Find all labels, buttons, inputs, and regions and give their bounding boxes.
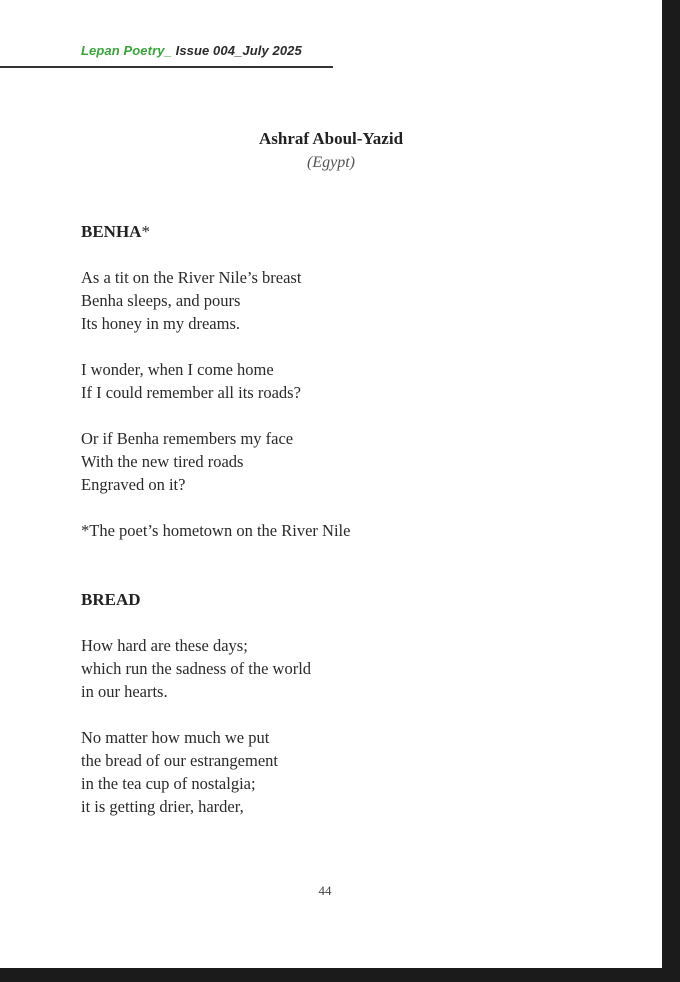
issue-info: Issue 004_July 2025 bbox=[171, 43, 302, 58]
stanza-3 bbox=[81, 427, 293, 496]
stanza-1 bbox=[81, 266, 301, 335]
poem-line: Its honey in my dreams. bbox=[81, 314, 241, 333]
page-number: 44 bbox=[318, 883, 332, 898]
journal-name: Lepan Poetry_ bbox=[81, 43, 172, 58]
author-name: Ashraf Aboul-Yazid bbox=[258, 129, 404, 148]
poem-title-text: BENHA bbox=[81, 222, 142, 241]
poem-line: the bread of our estrangement bbox=[81, 751, 279, 770]
poem-line: I wonder, when I come home bbox=[81, 360, 274, 379]
poem-line: in the tea cup of nostalgia; bbox=[81, 774, 256, 793]
footnote bbox=[81, 519, 350, 542]
stanza-2 bbox=[81, 358, 301, 404]
poem-line: With the new tired roads bbox=[81, 452, 244, 471]
stanza-4 bbox=[81, 634, 311, 703]
author-country: (Egypt) bbox=[307, 154, 355, 171]
poem-line: Or if Benha remembers my face bbox=[81, 429, 294, 448]
poem-line: As a tit on the River Nile’s breast bbox=[81, 268, 302, 287]
poem-line: which run the sadness of the world bbox=[81, 659, 312, 678]
poem-title-bread bbox=[81, 590, 141, 610]
poem-line: Benha sleeps, and pours bbox=[81, 291, 241, 310]
journal-header bbox=[81, 43, 302, 58]
poem-title-text: BREAD bbox=[81, 590, 141, 609]
poem-line: Engraved on it? bbox=[81, 475, 186, 494]
header-rule bbox=[0, 66, 333, 68]
poem-line: If I could remember all its roads? bbox=[81, 383, 301, 402]
footnote-text: *The poet’s hometown on the River Nile bbox=[81, 521, 351, 540]
poem-line: How hard are these days; bbox=[81, 636, 248, 655]
poem-line: in our hearts. bbox=[81, 682, 168, 701]
poem-line: it is getting drier, harder, bbox=[81, 797, 244, 816]
poem-title-benha bbox=[81, 222, 150, 242]
stanza-5 bbox=[81, 726, 278, 818]
footnote-mark: * bbox=[141, 222, 150, 241]
poem-line: No matter how much we put bbox=[81, 728, 270, 747]
